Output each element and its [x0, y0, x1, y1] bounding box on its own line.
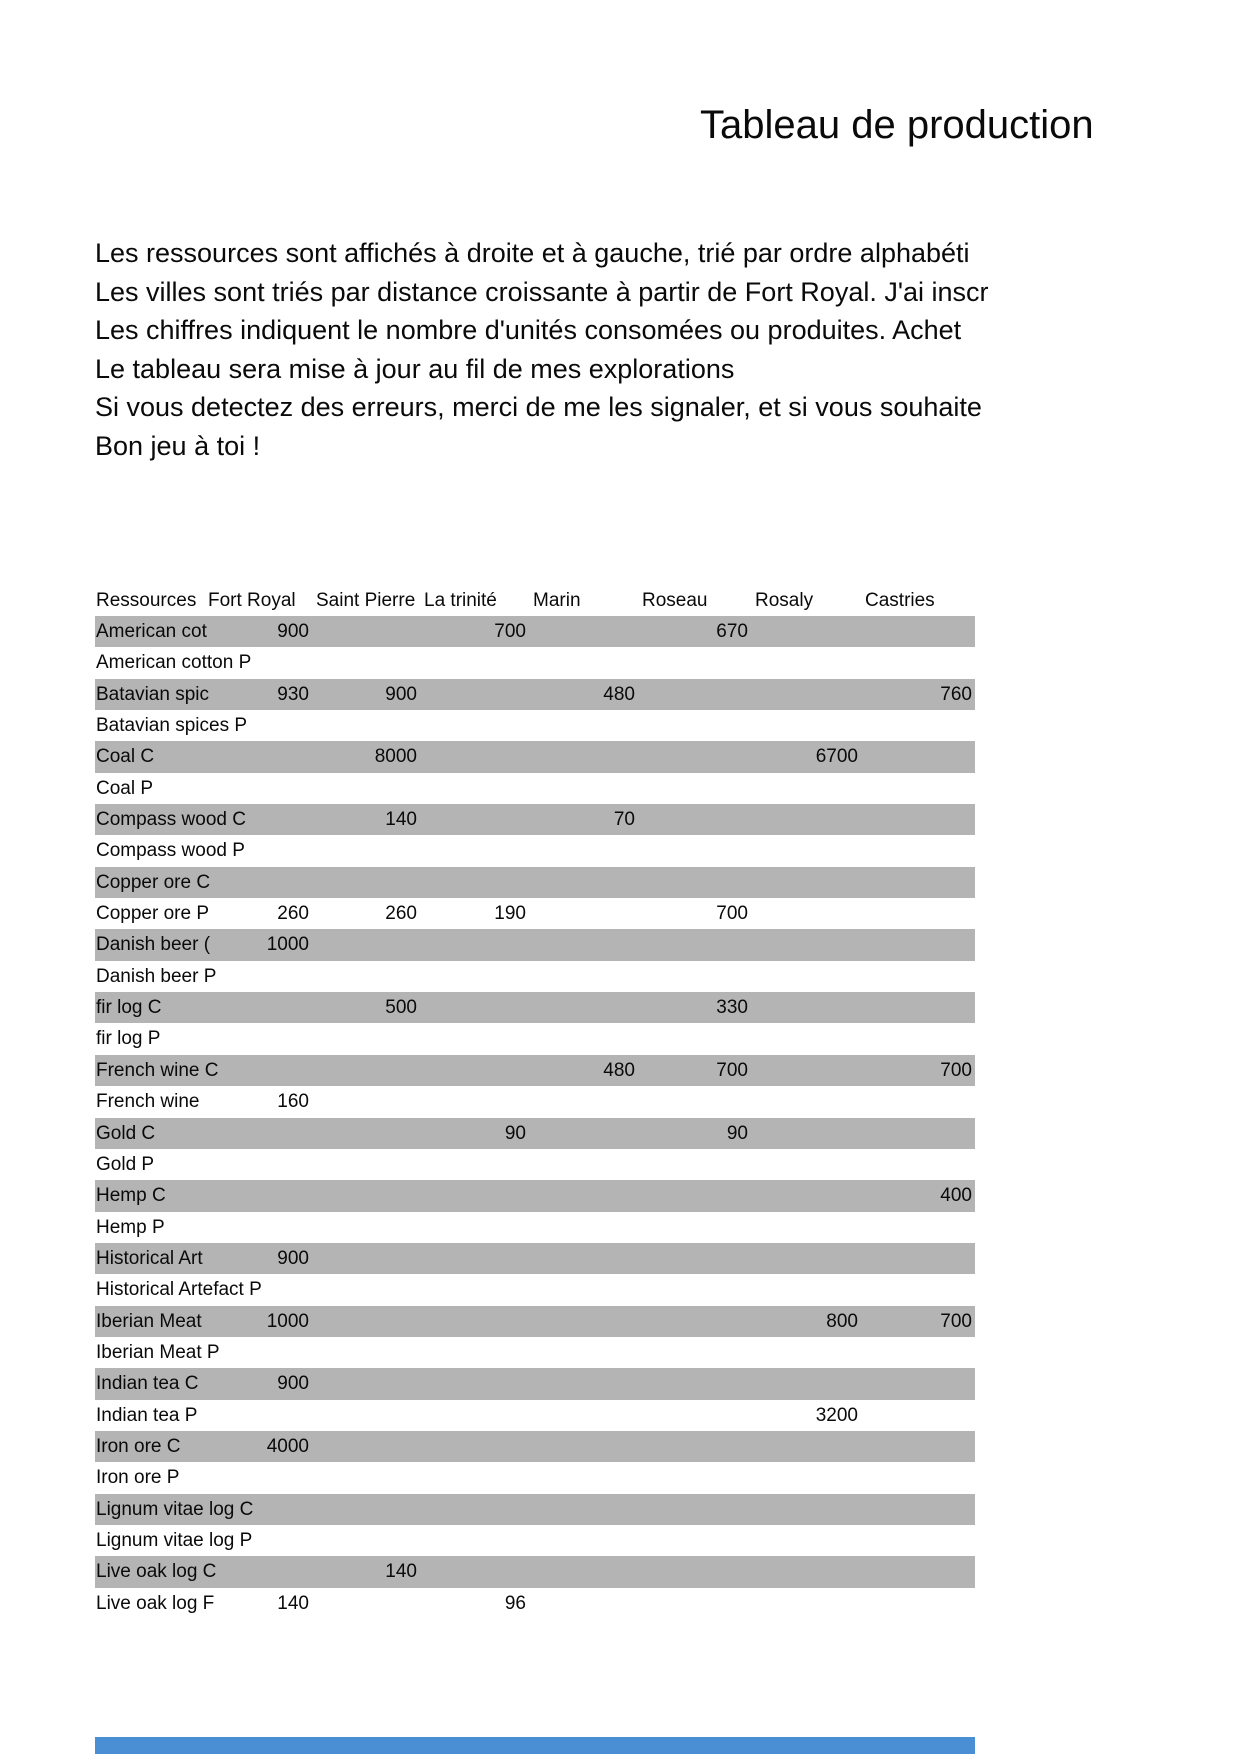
table-row	[95, 1243, 975, 1274]
table-row	[95, 647, 975, 678]
table-row	[95, 835, 975, 866]
table-row	[95, 616, 975, 647]
resource-label: Iberian Meat	[96, 1310, 202, 1332]
table-row	[95, 679, 975, 710]
resource-label: French wine C	[96, 1059, 219, 1081]
resource-label: fir log C	[96, 997, 162, 1019]
resource-label: Gold P	[96, 1153, 155, 1175]
resource-label: French wine	[96, 1091, 200, 1113]
table-row	[95, 1023, 975, 1054]
resource-label: Live oak log F	[96, 1592, 215, 1614]
resource-label: Historical Art	[96, 1247, 203, 1269]
value-cell: 670	[716, 621, 748, 642]
resource-label: Indian tea C	[96, 1373, 199, 1395]
table-row	[95, 1086, 975, 1117]
table-header-row	[95, 585, 975, 616]
value-cell: 90	[726, 1122, 748, 1144]
resource-label: Batavian spic	[96, 683, 210, 705]
value-cell: 400	[940, 1185, 972, 1207]
intro-line: Le tableau sera mise à jour au fil de mes explorations	[95, 353, 735, 384]
table-row	[95, 1588, 975, 1619]
table-row	[95, 961, 975, 992]
value-cell: 70	[613, 809, 635, 831]
table-row	[95, 1149, 975, 1180]
table-row	[95, 867, 975, 898]
table-row	[95, 710, 975, 741]
table-row	[95, 1525, 975, 1556]
table-row	[95, 804, 975, 835]
intro-line: Les ressources sont affichés à droite et à gauche, trié par ordre alphabéti	[95, 238, 970, 268]
value-cell: 140	[277, 1592, 309, 1614]
value-cell: 140	[385, 1561, 417, 1583]
table-row	[95, 1337, 975, 1368]
intro-line: Si vous detectez des erreurs, merci de me les signaler, et si vous souhaite	[95, 392, 982, 423]
page-title: Tableau de production	[700, 103, 1094, 147]
resource-label: Historical Artefact P	[96, 1279, 262, 1301]
resource-label: Compass wood C	[96, 809, 246, 831]
resource-label: Hemp P	[96, 1216, 165, 1238]
intro-line: Les villes sont triés par distance croissante à partir de Fort Royal. J'ai inscr	[95, 276, 989, 307]
value-cell: 900	[277, 1247, 309, 1269]
table-row	[95, 1180, 975, 1211]
resource-label: Gold C	[96, 1122, 156, 1144]
table-row	[95, 773, 975, 804]
resource-label: Copper ore P	[96, 903, 210, 925]
value-cell: 480	[603, 1059, 635, 1081]
value-cell: 700	[940, 1310, 972, 1332]
production-table	[95, 585, 975, 1619]
resource-label: American cot	[96, 621, 207, 642]
value-cell: 900	[385, 683, 417, 705]
column-header-castries: Castries	[865, 590, 935, 611]
column-header-ressources: Ressources	[96, 590, 197, 611]
value-cell: 260	[277, 903, 309, 925]
resource-label: Lignum vitae log C	[96, 1498, 254, 1520]
table-row	[95, 1494, 975, 1525]
resource-label: Coal P	[96, 777, 154, 799]
table-row	[95, 1400, 975, 1431]
resource-label: Danish beer (	[96, 934, 211, 956]
column-header-roseau: Roseau	[642, 590, 708, 611]
intro-line: Les chiffres indiquent le nombre d'unités consomées ou produites. Achet	[95, 315, 962, 346]
table-row	[95, 1212, 975, 1243]
value-cell: 700	[716, 1059, 748, 1081]
table-row	[95, 1306, 975, 1337]
resource-label: Coal C	[96, 746, 155, 768]
table-row	[95, 1556, 975, 1587]
value-cell: 800	[826, 1310, 858, 1332]
value-cell: 3200	[815, 1404, 858, 1426]
value-cell: 160	[277, 1091, 309, 1113]
table-row	[95, 898, 975, 929]
value-cell: 4000	[266, 1435, 309, 1457]
resource-label: Hemp C	[96, 1185, 166, 1207]
table-row	[95, 1274, 975, 1305]
value-cell: 760	[940, 683, 972, 705]
resource-label: fir log P	[96, 1028, 161, 1050]
resource-label: Danish beer P	[96, 965, 217, 987]
resource-label: Live oak log C	[96, 1561, 217, 1583]
value-cell: 500	[385, 997, 417, 1019]
intro-line: Bon jeu à toi !	[95, 430, 261, 461]
intro-paragraph	[95, 234, 989, 466]
highlighted-row-partial	[95, 1737, 975, 1754]
table-row	[95, 992, 975, 1023]
resource-label: Batavian spices P	[96, 715, 248, 737]
value-cell: 330	[716, 997, 748, 1019]
resource-label: Iron ore C	[96, 1435, 181, 1457]
value-cell: 480	[603, 683, 635, 705]
value-cell: 6700	[815, 746, 858, 768]
value-cell: 260	[385, 903, 417, 925]
table-row	[95, 1462, 975, 1493]
column-header-marin: Marin	[533, 590, 581, 611]
value-cell: 900	[277, 1373, 309, 1395]
value-cell: 700	[716, 903, 748, 925]
column-header-fort-royal: Fort Royal	[208, 590, 296, 611]
resource-label: Iron ore P	[96, 1467, 180, 1489]
value-cell: 90	[504, 1122, 526, 1144]
table-row	[95, 1368, 975, 1399]
value-cell: 1000	[266, 1310, 309, 1332]
table-row	[95, 929, 975, 960]
value-cell: 1000	[266, 934, 309, 956]
value-cell: 700	[940, 1059, 972, 1081]
resource-label: American cotton P	[96, 652, 252, 674]
resource-label: Indian tea P	[96, 1404, 198, 1426]
column-header-rosaly: Rosaly	[755, 590, 814, 611]
table-row	[95, 741, 975, 772]
resource-label: Iberian Meat P	[96, 1341, 220, 1363]
resource-label: Compass wood P	[96, 840, 245, 862]
column-header-la-trinit-: La trinité	[424, 590, 497, 611]
column-header-saint-pierre: Saint Pierre	[316, 590, 416, 611]
resource-label: Copper ore C	[96, 871, 211, 893]
value-cell: 140	[385, 809, 417, 831]
table-row	[95, 1431, 975, 1462]
table-row	[95, 1055, 975, 1086]
table-row	[95, 1118, 975, 1149]
value-cell: 96	[504, 1592, 526, 1614]
value-cell: 190	[494, 903, 526, 925]
value-cell: 900	[277, 621, 309, 642]
value-cell: 8000	[374, 746, 417, 768]
value-cell: 930	[277, 683, 309, 705]
value-cell: 700	[494, 621, 526, 642]
table-body	[95, 616, 975, 1619]
resource-label: Lignum vitae log P	[96, 1529, 253, 1551]
